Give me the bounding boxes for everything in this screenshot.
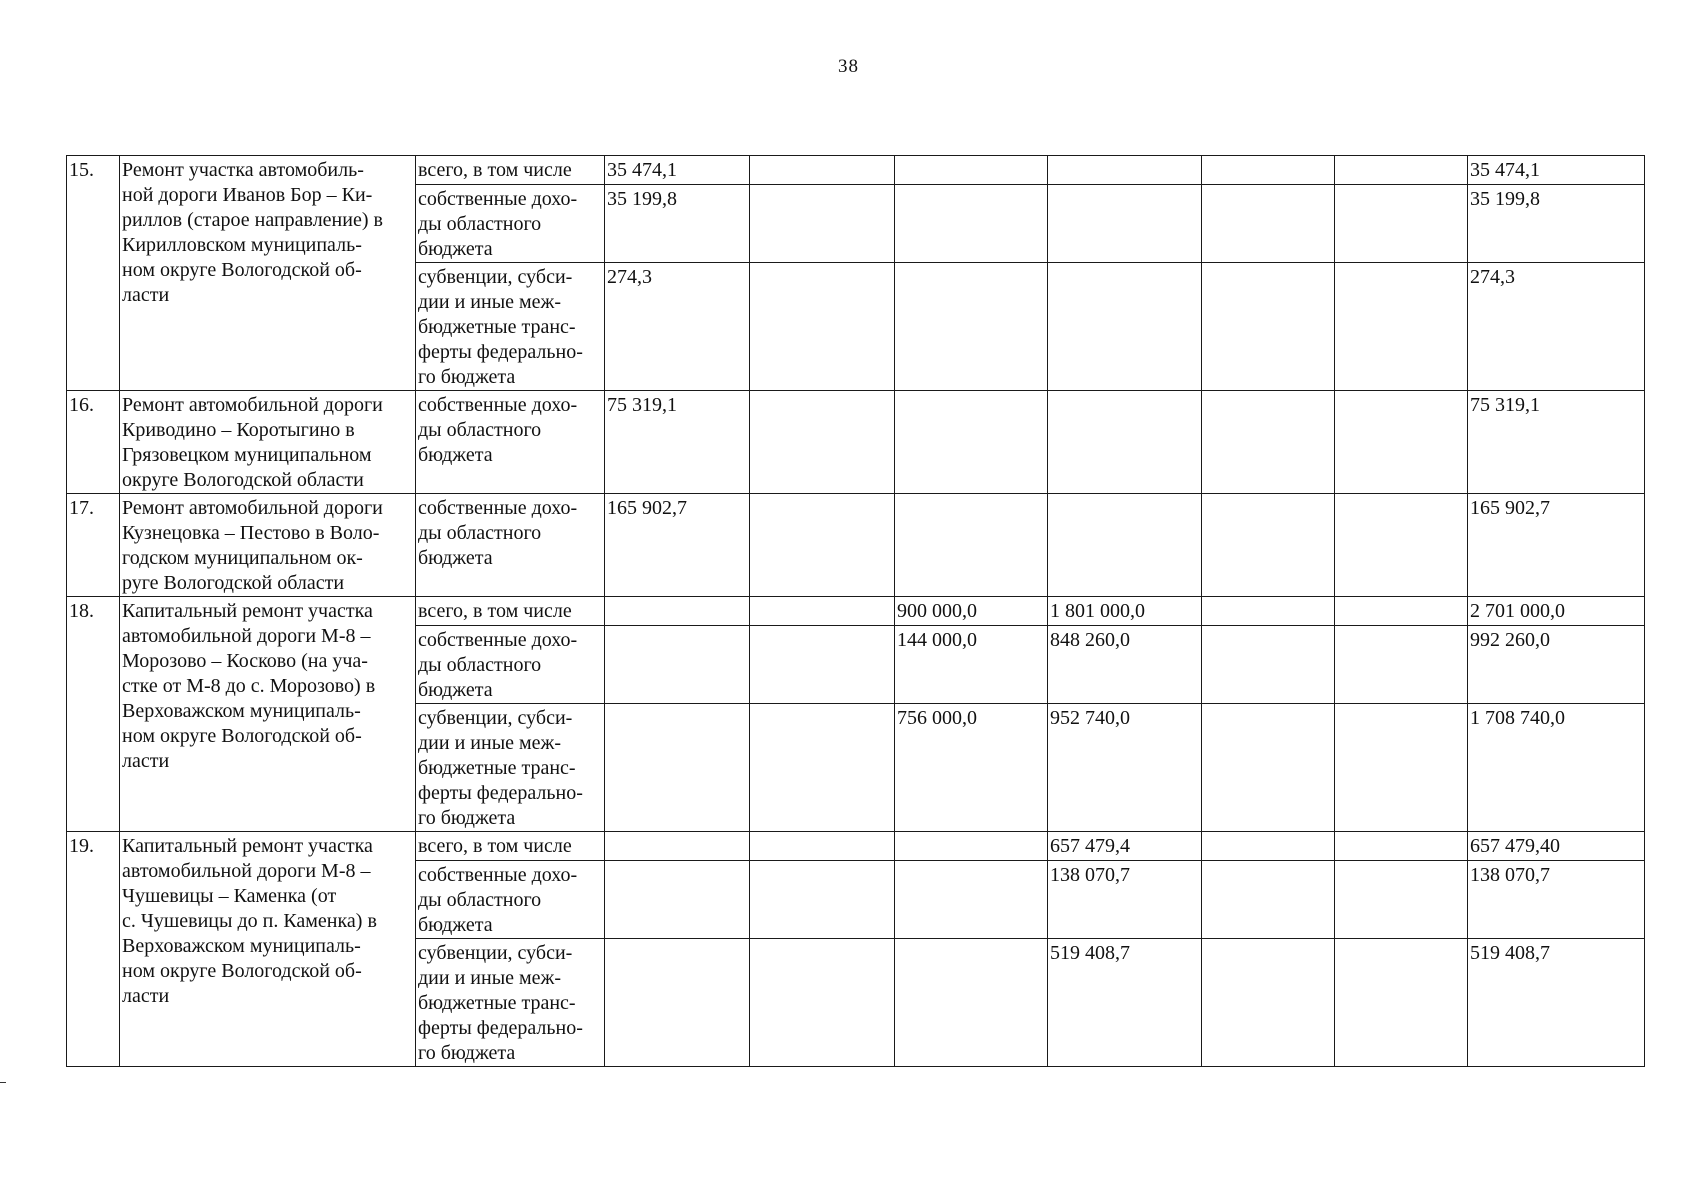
total-value: 35 474,1 (1468, 156, 1645, 185)
funding-source: собственные дохо- ды областного бюджета (416, 861, 605, 939)
year-value (1202, 861, 1335, 939)
year-value: 165 902,7 (605, 494, 750, 597)
total-value: 138 070,7 (1468, 861, 1645, 939)
budget-table-body (67, 156, 1645, 1067)
row-number: 16. (67, 391, 120, 494)
year-value (895, 263, 1048, 391)
year-value (1335, 494, 1468, 597)
funding-source: субвенции, субси- дии и иные меж- бюджетные транс- ферты федерально- го бюджета (416, 704, 605, 832)
funding-source: субвенции, субси- дии и иные меж- бюджетные транс- ферты федерально- го бюджета (416, 263, 605, 391)
year-value (1202, 185, 1335, 263)
year-value: 75 319,1 (605, 391, 750, 494)
funding-source: всего, в том числе (416, 156, 605, 185)
year-value: 756 000,0 (895, 704, 1048, 832)
year-value (1202, 156, 1335, 185)
total-value: 274,3 (1468, 263, 1645, 391)
row-number: 18. (67, 597, 120, 832)
year-value (605, 939, 750, 1067)
funding-source: всего, в том числе (416, 832, 605, 861)
year-value (1048, 156, 1202, 185)
year-value (750, 597, 895, 626)
year-value (1335, 832, 1468, 861)
year-value (1335, 939, 1468, 1067)
year-value (895, 939, 1048, 1067)
year-value (1335, 626, 1468, 704)
row-number: 15. (67, 156, 120, 391)
total-value: 519 408,7 (1468, 939, 1645, 1067)
year-value (1202, 832, 1335, 861)
table-row (67, 391, 1645, 494)
funding-source: всего, в том числе (416, 597, 605, 626)
year-value: 519 408,7 (1048, 939, 1202, 1067)
year-value: 274,3 (605, 263, 750, 391)
year-value (1202, 939, 1335, 1067)
year-value (1048, 494, 1202, 597)
year-value (1335, 597, 1468, 626)
year-value: 952 740,0 (1048, 704, 1202, 832)
year-value: 138 070,7 (1048, 861, 1202, 939)
year-value: 35 474,1 (605, 156, 750, 185)
year-value (1202, 626, 1335, 704)
total-value: 75 319,1 (1468, 391, 1645, 494)
year-value (1202, 494, 1335, 597)
year-value (605, 861, 750, 939)
year-value (895, 832, 1048, 861)
funding-source: собственные дохо- ды областного бюджета (416, 185, 605, 263)
year-value (750, 861, 895, 939)
object-name: Ремонт автомобильной дороги Кузнецовка – Пестово в Воло- годском муниципальном ок- руге Вологодской области (120, 494, 416, 597)
year-value (1202, 391, 1335, 494)
row-number: 19. (67, 832, 120, 1067)
total-value: 165 902,7 (1468, 494, 1645, 597)
year-value (895, 185, 1048, 263)
year-value (750, 704, 895, 832)
year-value (895, 391, 1048, 494)
scan-edge-mark (0, 1082, 6, 1083)
year-value (1202, 263, 1335, 391)
year-value (895, 861, 1048, 939)
object-name: Капитальный ремонт участка автомобильной дороги М-8 – Морозово – Косково (на уча- стке от М-8 до с. Морозово) в Верховажском муниципаль- ном округе Вологодской об- ласти (120, 597, 416, 832)
year-value (605, 832, 750, 861)
year-value (1048, 263, 1202, 391)
year-value (1048, 185, 1202, 263)
year-value: 144 000,0 (895, 626, 1048, 704)
year-value (1335, 156, 1468, 185)
year-value: 900 000,0 (895, 597, 1048, 626)
total-value: 992 260,0 (1468, 626, 1645, 704)
year-value: 657 479,4 (1048, 832, 1202, 861)
year-value (1202, 704, 1335, 832)
object-name: Капитальный ремонт участка автомобильной дороги М-8 – Чушевицы – Каменка (от с. Чушевицы до п. Каменка) в Верховажском муниципаль- ном округе Вологодской об- ласти (120, 832, 416, 1067)
year-value (605, 626, 750, 704)
table-row (67, 832, 1645, 861)
year-value (750, 391, 895, 494)
table-row (67, 494, 1645, 597)
page-number: 38 (838, 56, 859, 77)
year-value (1048, 391, 1202, 494)
funding-source: собственные дохо- ды областного бюджета (416, 626, 605, 704)
total-value: 2 701 000,0 (1468, 597, 1645, 626)
table-row (67, 597, 1645, 626)
year-value (605, 597, 750, 626)
year-value (1335, 185, 1468, 263)
year-value (895, 156, 1048, 185)
year-value: 35 199,8 (605, 185, 750, 263)
year-value (895, 494, 1048, 597)
year-value (750, 263, 895, 391)
year-value (1335, 263, 1468, 391)
year-value (1335, 391, 1468, 494)
funding-source: собственные дохо- ды областного бюджета (416, 391, 605, 494)
table-row (67, 156, 1645, 185)
year-value (750, 185, 895, 263)
year-value (750, 156, 895, 185)
total-value: 657 479,40 (1468, 832, 1645, 861)
object-name: Ремонт участка автомобиль- ной дороги Иванов Бор – Ки- риллов (старое направление) в Кирилловском муниципаль- ном округе Вологодской об- ласти (120, 156, 416, 391)
year-value (750, 626, 895, 704)
total-value: 35 199,8 (1468, 185, 1645, 263)
funding-source: субвенции, субси- дии и иные меж- бюджетные транс- ферты федерально- го бюджета (416, 939, 605, 1067)
year-value (1335, 704, 1468, 832)
year-value (605, 704, 750, 832)
year-value (1202, 597, 1335, 626)
year-value (1335, 861, 1468, 939)
year-value (750, 832, 895, 861)
year-value (750, 494, 895, 597)
year-value (750, 939, 895, 1067)
budget-table (66, 155, 1645, 1067)
funding-source: собственные дохо- ды областного бюджета (416, 494, 605, 597)
year-value: 1 801 000,0 (1048, 597, 1202, 626)
object-name: Ремонт автомобильной дороги Криводино – Коротыгино в Грязовецком муниципальном округе Вологодской области (120, 391, 416, 494)
year-value: 848 260,0 (1048, 626, 1202, 704)
total-value: 1 708 740,0 (1468, 704, 1645, 832)
row-number: 17. (67, 494, 120, 597)
